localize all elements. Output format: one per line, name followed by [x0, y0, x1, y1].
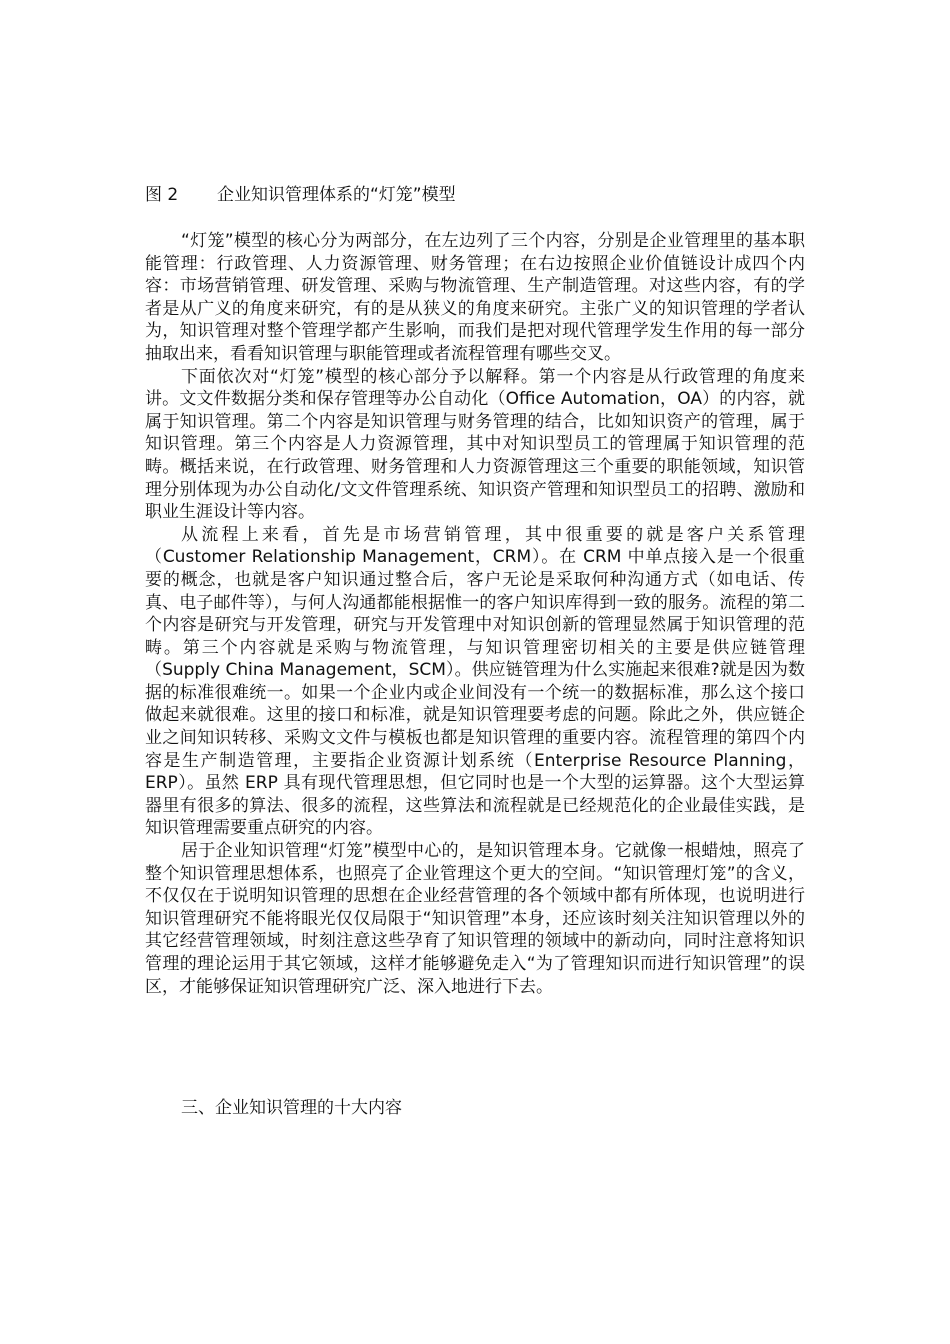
section-heading: 三、企业知识管理的十大内容	[181, 1098, 402, 1118]
figure-title: 企业知识管理体系的“灯笼”模型	[217, 185, 456, 205]
paragraph-functional-management: 下面依次对“灯笼”模型的核心部分予以解释。第一个内容是从行政管理的角度来讲。文文件数据分类和保存管理等办公自动化（Office Automation，OA）的内容，就属于知识管理。第二个内容是知识管理与财务管理的结合，比如知识资产的管理，属于知识管理。第三个内容是人力资源管理，其中对知识型员工的管理属于知识管理的范畴。概括来说，在行政管理、财务管理和人力资源管理这三个重要的职能领域，知识管理分别体现为办公自动化/文文件管理系统、知识资产管理和知识型员工的招聘、激励和职业生涯设计等内容。	[145, 366, 805, 523]
body-text	[145, 230, 805, 998]
figure-number: 图 2	[145, 185, 179, 205]
paragraph-lantern-model-core: “灯笼”模型的核心分为两部分，在左边列了三个内容，分别是企业管理里的基本职能管理：行政管理、人力资源管理、财务管理；在右边按照企业价值链设计成四个内容：市场营销管理、研发管理、采购与物流管理、生产制造管理。对这些内容，有的学者是从广义的角度来研究，有的是从狭义的角度来研究。主张广义的知识管理的学者认为，知识管理对整个管理学都产生影响，而我们是把对现代管理学发生作用的每一部分抽取出来，看看知识管理与职能管理或者流程管理有哪些交叉。	[145, 231, 805, 364]
paragraph-km-center: 居于企业知识管理“灯笼”模型中心的，是知识管理本身。它就像一根蜡烛，照亮了整个知识管理思想体系，也照亮了企业管理这个更大的空间。“知识管理灯笼”的含义，不仅仅在于说明知识管理的思想在企业经营管理的各个领域中都有所体现，也说明进行知识管理研究不能将眼光仅仅局限于“知识管理”本身，还应该时刻关注知识管理以外的其它经营管理领域，时刻注意这些孕育了知识管理的领域中的新动向，同时注意将知识管理的理论运用于其它领域，这样才能够避免走入“为了管理知识而进行知识管理”的误区，才能够保证知识管理研究广泛、深入地进行下去。	[145, 841, 805, 997]
paragraph-process-management: 从流程上来看，首先是市场营销管理，其中很重要的就是客户关系管理（Customer Relationship Management，CRM）。在 CRM 中单点接入是一个很重要的概念，也就是客户知识通过整合后，客户无论是采取何种沟通方式（如电话、传真、电子邮件等），与何人沟通都能根据惟一的客户知识库得到一致的服务。流程的第二个内容是研究与开发管理，研究与开发管理中对知识创新的管理显然属于知识管理的范畴。第三个内容就是采购与物流管理，与知识管理密切相关的主要是供应链管理（Supply China Management，SCM）。供应链管理为什么实施起来很难?就是因为数据的标准很难统一。如果一个企业内或企业间没有一个统一的数据标准，那么这个接口做起来就很难。这里的接口和标准，就是知识管理要考虑的问题。除此之外，供应链企业之间知识转移、采购文文件与模板也都是知识管理的重要内容。流程管理的第四个内容是生产制造管理，主要指企业资源计划系统（Enterprise Resource Planning，ERP）。虽然 ERP 具有现代管理思想，但它同时也是一个大型的运算器。这个大型运算器里有很多的算法、很多的流程，这些算法和流程就是已经规范化的企业最佳实践，是知识管理需要重点研究的内容。	[145, 524, 805, 839]
figure-caption	[145, 184, 456, 206]
